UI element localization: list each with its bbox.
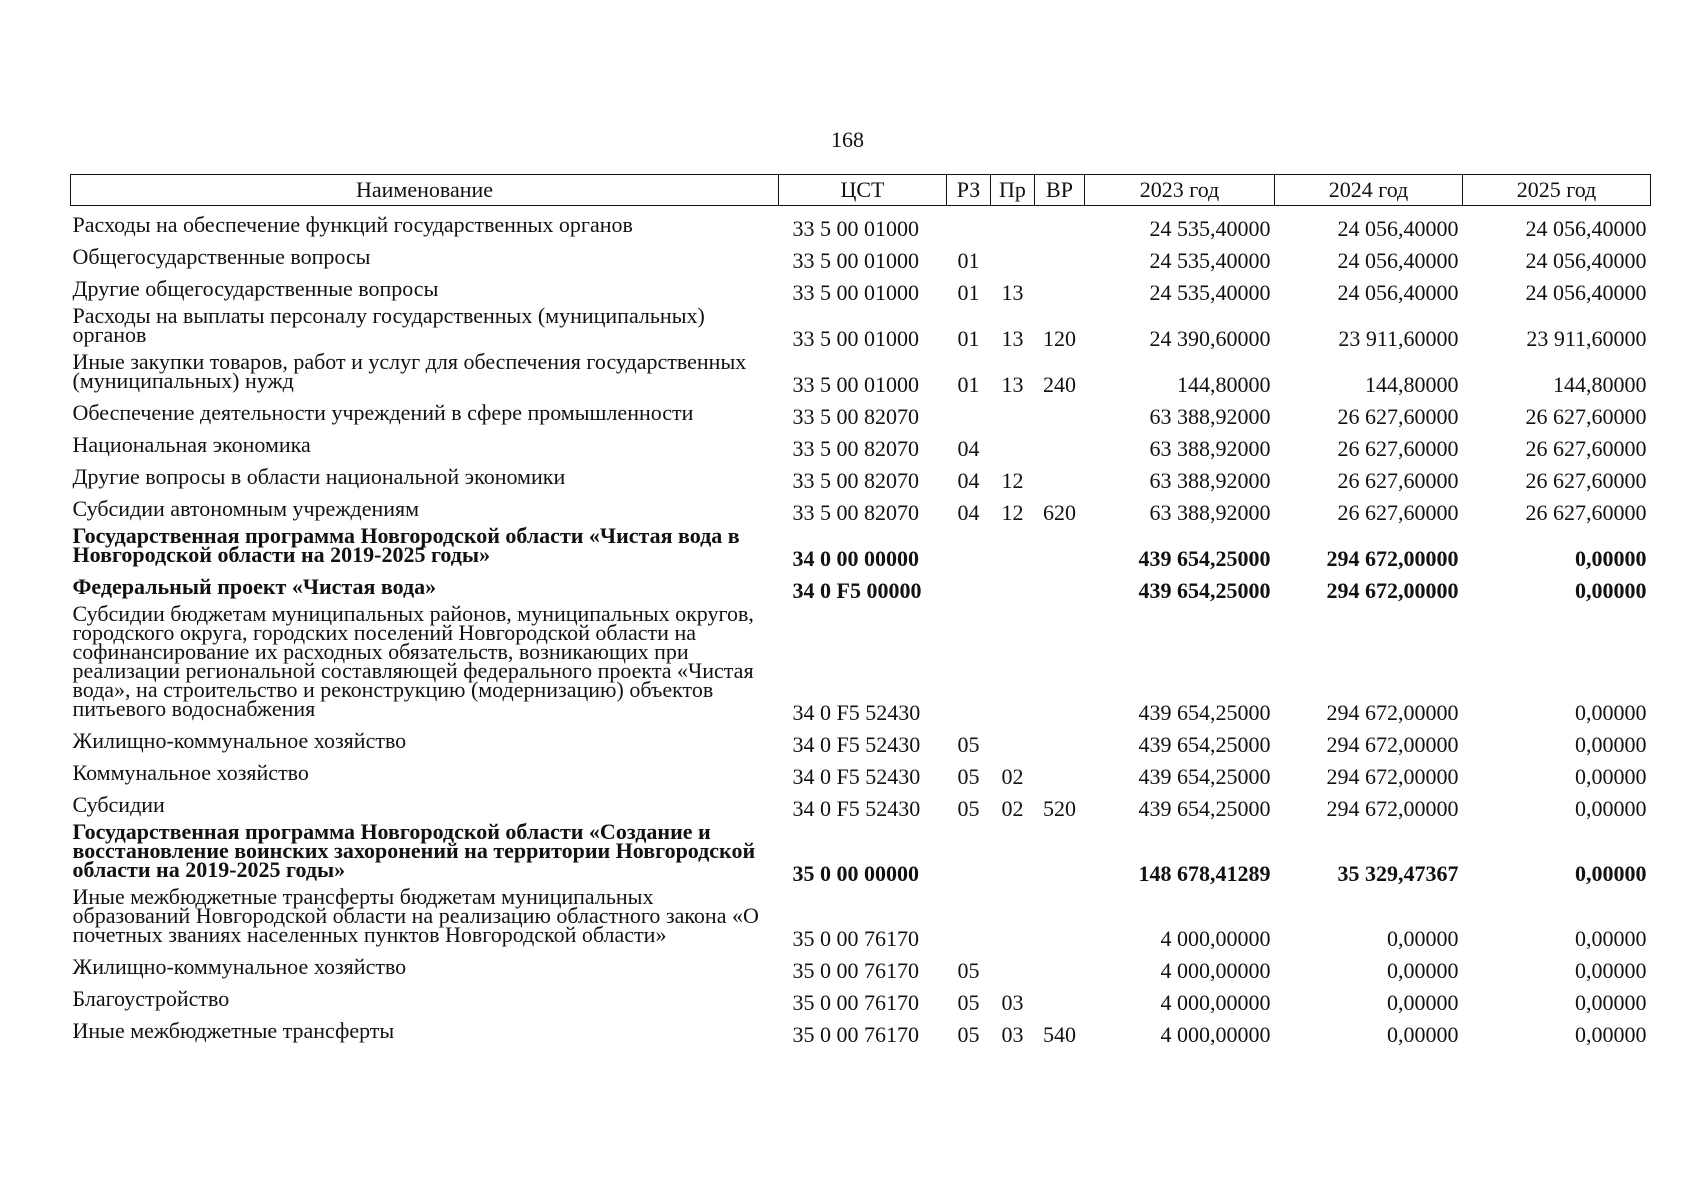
row-2023: 439 654,25000: [1138, 732, 1271, 757]
page-number: 168: [831, 127, 864, 152]
row-2024: 0,00000: [1387, 926, 1459, 951]
row-rz: 01: [957, 280, 980, 305]
row-vr: [1035, 270, 1085, 302]
row-cst: 34 0 F5 52430: [792, 732, 921, 757]
row-name: Субсидии бюджетам муниципальных районов, муниципальных округов, городского округа, городских поселений Новгородской области на софинансирование их расходных обязательств, возникающих при реализации региональной составляющей федерального проекта «Чистая вода», на строительство и реконструкцию (модернизацию) объектов питьевого водоснабжения: [72, 601, 754, 721]
row-name: Субсидии: [72, 792, 165, 817]
row-2024: 294 672,00000: [1326, 796, 1459, 821]
row-2023: 4 000,00000: [1160, 958, 1271, 983]
table-row: [71, 568, 1651, 600]
row-rz: 05: [957, 958, 980, 983]
row-2024: 26 627,60000: [1337, 500, 1459, 525]
header-rz: РЗ: [947, 175, 991, 206]
row-pr: [991, 600, 1035, 722]
row-2023: 63 388,92000: [1149, 404, 1271, 429]
row-name: Иные межбюджетные трансферты: [72, 1018, 395, 1043]
row-pr: 12: [1001, 468, 1024, 493]
table-row: [71, 238, 1651, 270]
row-2024: 26 627,60000: [1337, 468, 1459, 493]
row-2025: 26 627,60000: [1525, 404, 1647, 429]
row-rz: 04: [957, 500, 980, 525]
row-vr: [1035, 568, 1085, 600]
row-vr: [1035, 754, 1085, 786]
row-name: Федеральный проект «Чистая вода»: [72, 574, 437, 599]
row-cst: 33 5 00 82070: [792, 404, 919, 429]
row-pr: [991, 206, 1035, 239]
table-row: [71, 490, 1651, 522]
table-row: [71, 348, 1651, 394]
row-rz: [947, 600, 991, 722]
row-cst: 33 5 00 82070: [792, 468, 919, 493]
row-2024: 24 056,40000: [1337, 280, 1459, 305]
row-2025: 144,80000: [1553, 372, 1647, 397]
row-cst: 35 0 00 76170: [792, 990, 919, 1015]
row-2025: 26 627,60000: [1525, 500, 1647, 525]
row-2023: 63 388,92000: [1149, 436, 1271, 461]
row-2023: 439 654,25000: [1138, 764, 1271, 789]
table-row: [71, 1012, 1651, 1044]
table-row: [71, 722, 1651, 754]
row-rz: 05: [957, 732, 980, 757]
row-pr: 03: [1001, 1022, 1024, 1047]
row-2023: 63 388,92000: [1149, 468, 1271, 493]
row-pr: [991, 722, 1035, 754]
row-2024: 294 672,00000: [1326, 732, 1459, 757]
row-cst: 33 5 00 01000: [792, 216, 919, 241]
row-2025: 24 056,40000: [1525, 248, 1647, 273]
row-vr: [1035, 522, 1085, 568]
row-vr: [1035, 600, 1085, 722]
row-cst: 35 0 00 76170: [792, 1022, 919, 1047]
row-cst: 34 0 F5 52430: [792, 796, 921, 821]
row-rz: 05: [957, 796, 980, 821]
row-rz: [947, 818, 991, 883]
row-2025: 26 627,60000: [1525, 468, 1647, 493]
row-pr: 13: [1001, 372, 1024, 397]
row-2024: 24 056,40000: [1337, 216, 1459, 241]
row-2025: 24 056,40000: [1525, 280, 1647, 305]
row-name: Другие вопросы в области национальной экономики: [72, 464, 566, 489]
row-2024: 35 329,47367: [1337, 861, 1459, 886]
row-2025: 0,00000: [1575, 796, 1647, 821]
row-vr: [1035, 238, 1085, 270]
header-name: Наименование: [71, 175, 779, 206]
row-name: Государственная программа Новгородской области «Чистая вода в Новгородской области на 2019-2025 годы»: [72, 523, 740, 567]
table-row: [71, 818, 1651, 883]
row-2024: 26 627,60000: [1337, 436, 1459, 461]
row-pr: [991, 394, 1035, 426]
table-row: [71, 394, 1651, 426]
row-cst: 33 5 00 01000: [792, 280, 919, 305]
table-row: [71, 786, 1651, 818]
row-cst: 33 5 00 01000: [792, 248, 919, 273]
row-2025: 24 056,40000: [1525, 216, 1647, 241]
budget-table: [70, 174, 1651, 1047]
row-2025: 0,00000: [1575, 732, 1647, 757]
row-vr: [1035, 458, 1085, 490]
row-name: Жилищно-коммунальное хозяйство: [72, 954, 407, 979]
row-cst: 35 0 00 76170: [792, 926, 919, 951]
row-cst: 33 5 00 82070: [792, 500, 919, 525]
row-2025: 0,00000: [1575, 578, 1647, 603]
row-rz: [947, 883, 991, 948]
row-rz: [947, 522, 991, 568]
row-2024: 23 911,60000: [1338, 326, 1459, 351]
row-rz: [947, 394, 991, 426]
row-name: Национальная экономика: [72, 432, 311, 457]
table-row: [71, 948, 1651, 980]
row-2025: 26 627,60000: [1525, 436, 1647, 461]
row-vr: 120: [1043, 326, 1076, 351]
header-2023: 2023 год: [1085, 175, 1275, 206]
row-vr: 520: [1043, 796, 1076, 821]
row-2023: 144,80000: [1177, 372, 1271, 397]
row-2024: 24 056,40000: [1337, 248, 1459, 273]
row-pr: 03: [1001, 990, 1024, 1015]
row-2023: 63 388,92000: [1149, 500, 1271, 525]
table-row: [71, 600, 1651, 722]
row-cst: 34 0 F5 52430: [792, 700, 921, 725]
header-cst: ЦСТ: [779, 175, 947, 206]
row-2024: 294 672,00000: [1326, 578, 1459, 603]
row-rz: 01: [957, 326, 980, 351]
table-body: [71, 206, 1651, 1045]
row-name: Другие общегосударственные вопросы: [72, 276, 439, 301]
row-2023: 148 678,41289: [1138, 861, 1271, 886]
row-pr: [991, 426, 1035, 458]
row-rz: 04: [957, 436, 980, 461]
table-row: [71, 270, 1651, 302]
row-pr: [991, 568, 1035, 600]
row-rz: 05: [957, 1022, 980, 1047]
row-2023: 439 654,25000: [1138, 578, 1271, 603]
row-rz: 05: [957, 764, 980, 789]
row-cst: 33 5 00 82070: [792, 436, 919, 461]
row-2025: 0,00000: [1575, 926, 1647, 951]
table-row: [71, 980, 1651, 1012]
row-pr: [991, 238, 1035, 270]
row-2025: 0,00000: [1575, 958, 1647, 983]
row-name: Государственная программа Новгородской области «Создание и восстановление воинских захоронений на территории Новгородской области на 2019-2025 годы»: [72, 819, 756, 882]
row-pr: 02: [1001, 764, 1024, 789]
row-2023: 4 000,00000: [1160, 990, 1271, 1015]
row-name: Расходы на обеспечение функций государственных органов: [72, 212, 633, 237]
row-rz: 01: [957, 372, 980, 397]
header-vr: ВР: [1035, 175, 1085, 206]
row-pr: 13: [1001, 326, 1024, 351]
row-name: Жилищно-коммунальное хозяйство: [72, 728, 407, 753]
row-cst: 35 0 00 00000: [792, 861, 919, 886]
row-vr: [1035, 980, 1085, 1012]
table-row: [71, 426, 1651, 458]
row-2024: 26 627,60000: [1337, 404, 1459, 429]
row-rz: 04: [957, 468, 980, 493]
row-2025: 0,00000: [1575, 764, 1647, 789]
row-2023: 24 535,40000: [1149, 280, 1271, 305]
row-name: Коммунальное хозяйство: [72, 760, 309, 785]
row-2024: 0,00000: [1387, 958, 1459, 983]
row-rz: [947, 206, 991, 239]
table-row: [71, 458, 1651, 490]
row-vr: 620: [1043, 500, 1076, 525]
row-2023: 439 654,25000: [1138, 700, 1271, 725]
row-2024: 294 672,00000: [1326, 546, 1459, 571]
row-name: Иные межбюджетные трансферты бюджетам муниципальных образований Новгородской области на реализацию областного закона «О почетных званиях населенных пунктов Новгородской области»: [72, 884, 759, 947]
row-2025: 0,00000: [1575, 546, 1647, 571]
row-cst: 34 0 F5 00000: [792, 578, 922, 603]
row-2025: 0,00000: [1575, 861, 1647, 886]
row-vr: 540: [1043, 1022, 1076, 1047]
table-row: [71, 754, 1651, 786]
row-vr: 240: [1043, 372, 1076, 397]
row-2023: 24 535,40000: [1149, 248, 1271, 273]
row-cst: 35 0 00 76170: [792, 958, 919, 983]
table-header: [71, 175, 1651, 206]
row-pr: [991, 522, 1035, 568]
row-name: Общегосударственные вопросы: [72, 244, 371, 269]
row-2024: 294 672,00000: [1326, 764, 1459, 789]
row-2024: 0,00000: [1387, 1022, 1459, 1047]
row-vr: [1035, 722, 1085, 754]
row-vr: [1035, 948, 1085, 980]
row-pr: [991, 883, 1035, 948]
row-2023: 4 000,00000: [1160, 926, 1271, 951]
row-2025: 0,00000: [1575, 700, 1647, 725]
table-row: [71, 883, 1651, 948]
row-vr: [1035, 883, 1085, 948]
row-cst: 33 5 00 01000: [792, 326, 919, 351]
row-2025: 0,00000: [1575, 990, 1647, 1015]
row-2023: 24 535,40000: [1149, 216, 1271, 241]
row-cst: 34 0 F5 52430: [792, 764, 921, 789]
row-2024: 0,00000: [1387, 990, 1459, 1015]
row-pr: 13: [1001, 280, 1024, 305]
table-row: [71, 302, 1651, 348]
row-pr: 12: [1001, 500, 1024, 525]
header-pr: Пр: [991, 175, 1035, 206]
row-vr: [1035, 426, 1085, 458]
row-name: Субсидии автономным учреждениям: [72, 496, 420, 521]
header-2025: 2025 год: [1463, 175, 1651, 206]
row-2024: 294 672,00000: [1326, 700, 1459, 725]
row-2023: 439 654,25000: [1138, 796, 1271, 821]
row-2025: 0,00000: [1575, 1022, 1647, 1047]
row-2023: 4 000,00000: [1160, 1022, 1271, 1047]
row-name: Иные закупки товаров, работ и услуг для обеспечения государственных (муниципальных) нужд: [72, 349, 747, 393]
row-rz: 05: [957, 990, 980, 1015]
row-name: Обеспечение деятельности учреждений в сфере промышленности: [72, 400, 694, 425]
row-pr: [991, 818, 1035, 883]
row-2023: 24 390,60000: [1149, 326, 1271, 351]
row-vr: [1035, 818, 1085, 883]
header-2024: 2024 год: [1275, 175, 1463, 206]
row-vr: [1035, 206, 1085, 239]
row-vr: [1035, 394, 1085, 426]
row-2023: 439 654,25000: [1138, 546, 1271, 571]
row-2024: 144,80000: [1365, 372, 1459, 397]
row-cst: 34 0 00 00000: [792, 546, 919, 571]
row-name: Благоустройство: [72, 986, 230, 1011]
row-cst: 33 5 00 01000: [792, 372, 919, 397]
row-rz: 01: [957, 248, 980, 273]
row-rz: [947, 568, 991, 600]
row-2025: 23 911,60000: [1526, 326, 1647, 351]
table-row: [71, 522, 1651, 568]
row-pr: 02: [1001, 796, 1024, 821]
table-row: [71, 206, 1651, 239]
row-pr: [991, 948, 1035, 980]
row-name: Расходы на выплаты персоналу государственных (муниципальных) органов: [72, 303, 705, 347]
